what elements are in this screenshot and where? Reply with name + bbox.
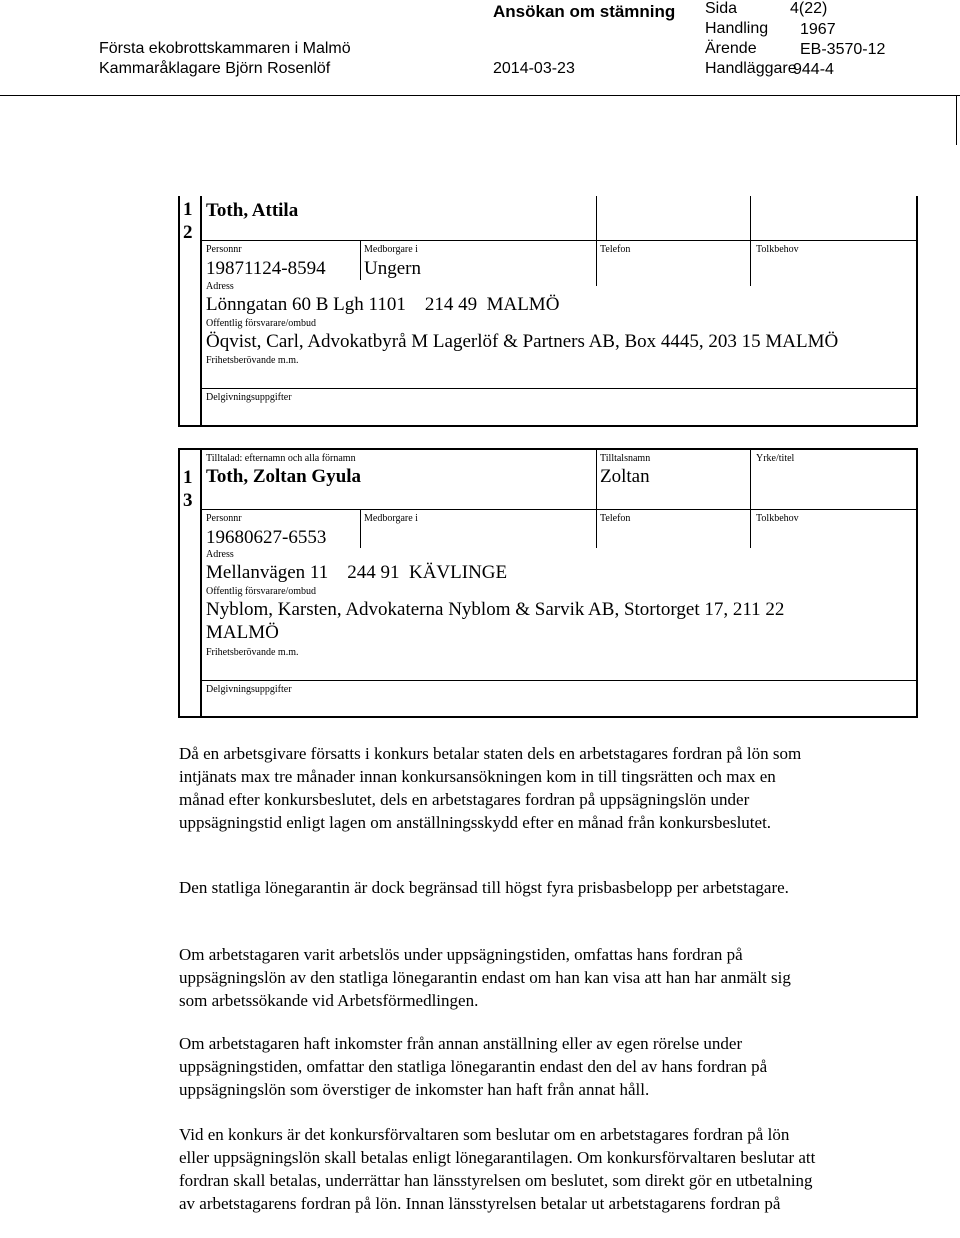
party-name: Toth, Attila — [206, 200, 299, 221]
paragraph: Om arbetstagaren haft inkomster från annan anställning eller av egen rörelse under uppsägningstiden, omfattar den statliga lönegarantin endast den del av hans fordran på uppsägningslön som överstiger de inkomster han haft från annat håll. — [179, 1034, 768, 1099]
address-value: Lönngatan 60 B Lgh 1101 214 49 MALMÖ — [206, 294, 560, 315]
defendant-name-label: Tilltalad: efternamn och alla förnamn — [206, 453, 356, 464]
page-value: 4(22) — [790, 0, 828, 17]
party-number-top: 1 — [183, 199, 193, 220]
personnr-value: 19680627-6553 — [206, 527, 327, 548]
case-value: EB-3570-12 — [800, 41, 886, 58]
given-name-value: Zoltan — [600, 466, 650, 487]
personnr-label: Personnr — [206, 513, 242, 524]
counsel-value-line2: MALMÖ — [206, 622, 279, 643]
document-number-value: 1967 — [800, 21, 836, 38]
header-rule — [0, 95, 960, 96]
page-label: Sida — [705, 0, 738, 17]
interpreter-label: Tolkbehov — [756, 513, 799, 524]
citizenship-label: Medborgare i — [364, 244, 418, 255]
citizenship-label: Medborgare i — [364, 513, 418, 524]
paragraph: Den statliga lönegarantin är dock begränsad till högst fyra prisbasbelopp per arbetstagare. — [179, 878, 789, 897]
party-number-top: 1 — [183, 467, 193, 488]
document-number-label: Handling — [705, 20, 769, 37]
address-value: Mellanvägen 11 244 91 KÄVLINGE — [206, 562, 508, 583]
paragraph: Om arbetstagaren varit arbetslös under uppsägningstiden, omfattas hans fordran på uppsägningslön av den statliga lönegarantin endast om han kan visa att han har anmält sig som arbetssökande vid Arbetsförmedlingen. — [179, 945, 791, 1010]
handler-value: 944-4 — [793, 61, 834, 78]
header-side-rule — [956, 95, 957, 145]
service-info-label: Delgivningsuppgifter — [206, 684, 292, 695]
detention-label: Frihetsberövande m.m. — [206, 647, 299, 658]
service-info-label: Delgivningsuppgifter — [206, 392, 292, 403]
case-label: Ärende — [705, 40, 757, 57]
counsel-value: Öqvist, Carl, Advokatbyrå M Lagerlöf & Partners AB, Box 4445, 203 15 MALMÖ — [206, 331, 839, 352]
address-label: Adress — [206, 549, 234, 560]
personnr-label: Personnr — [206, 244, 242, 255]
address-label: Adress — [206, 281, 234, 292]
counsel-label: Offentlig försvarare/ombud — [206, 586, 317, 597]
paragraph: Då en arbetsgivare försatts i konkurs betalar staten dels en arbetstagares fordran på lön som intjänats max tre månader innan konkursansökningen kom in till tingsrätten och max en månad efter konkursbeslutet, dels en arbetstagares fordran på uppsägningslön under uppsägningstid enligt lagen om anställningsskydd efter en månad från konkursbeslutet. — [179, 744, 802, 832]
document-title: Ansökan om stämning — [493, 2, 676, 21]
paragraph: Vid en konkurs är det konkursförvaltaren som beslutar om en arbetstagares fordran på lön eller uppsägningslön skall betalas enligt lönegarantilagen. Om konkursförvaltaren beslutar att fordran skall betalas, underrättar han länsstyrelsen om beslutet, som direkt gör en utbetalning av arbetstagarens fordran på lön. Innan länsstyrelsen betalar ut arbetstagarens fordran på — [179, 1125, 816, 1213]
occupation-label: Yrke/titel — [756, 453, 795, 464]
detention-label: Frihetsberövande m.m. — [206, 355, 299, 366]
party-number-bottom: 2 — [183, 222, 193, 243]
party-name: Toth, Zoltan Gyula — [206, 466, 362, 487]
party-number-bottom: 3 — [183, 490, 193, 511]
handler-label: Handläggare — [705, 60, 797, 77]
interpreter-label: Tolkbehov — [756, 244, 799, 255]
counsel-value-line1: Nyblom, Karsten, Advokaterna Nyblom & Sarvik AB, Stortorget 17, 211 22 — [206, 599, 785, 620]
phone-label: Telefon — [600, 244, 631, 255]
document-date: 2014-03-23 — [493, 60, 575, 77]
given-name-label: Tilltalsnamn — [600, 453, 651, 464]
citizenship-value: Ungern — [364, 258, 421, 279]
prosecutor-name: Kammaråklagare Björn Rosenlöf — [99, 60, 331, 77]
counsel-label: Offentlig försvarare/ombud — [206, 318, 317, 329]
phone-label: Telefon — [600, 513, 631, 524]
court-name: Första ekobrottskammaren i Malmö — [99, 40, 351, 57]
personnr-value: 19871124-8594 — [206, 258, 326, 279]
